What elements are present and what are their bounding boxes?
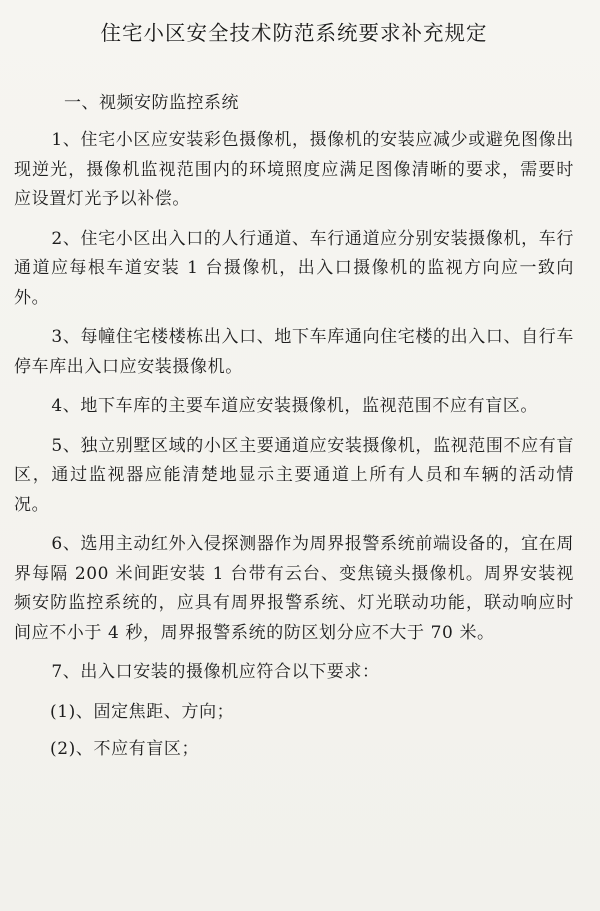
paragraph-6: 6、选用主动红外入侵探测器作为周界报警系统前端设备的，宜在周界每隔 200 米间距安装 1 台带有云台、变焦镜头摄像机。周界安装视频安防监控系统的，应具有周界报警系统、灯光联动功能，联动响应时间应不小于 4 秒，周界报警系统的防区划分应不大于 70 米。 — [14, 534, 574, 643]
paragraph-3: 3、每幢住宅楼楼栋出入口、地下车库通向住宅楼的出入口、自行车停车库出入口应安装摄像机。 — [14, 327, 574, 377]
paragraph-4: 4、地下车库的主要车道应安装摄像机，监视范围不应有盲区。 — [51, 396, 539, 416]
section-heading: 一、视频安防监控系统 — [64, 93, 239, 113]
paragraph-2: 2、住宅小区出入口的人行通道、车行通道应分别安装摄像机，车行通道应每根车道安装 1 台摄像机，出入口摄像机的监视方向应一致向外。 — [14, 228, 574, 308]
paragraph-5: 5、独立别墅区域的小区主要通道应安装摄像机，监视范围不应有盲区，通过监视器应能清楚地显示主要通道上所有人员和车辆的活动情况。 — [14, 435, 574, 515]
paragraph-1: 1、住宅小区应安装彩色摄像机，摄像机的安装应减少或避免图像出现逆光，摄像机监视范围内的环境照度应满足图像清晰的要求，需要时应设置灯光予以补偿。 — [14, 130, 574, 209]
sub-item-2: (2)、不应有盲区； — [50, 739, 200, 759]
document-title: 住宅小区安全技术防范系统要求补充规定 — [100, 21, 488, 45]
paragraph-7: 7、出入口安装的摄像机应符合以下要求： — [51, 662, 380, 682]
sub-item-1: (1)、固定焦距、方向； — [50, 701, 235, 722]
